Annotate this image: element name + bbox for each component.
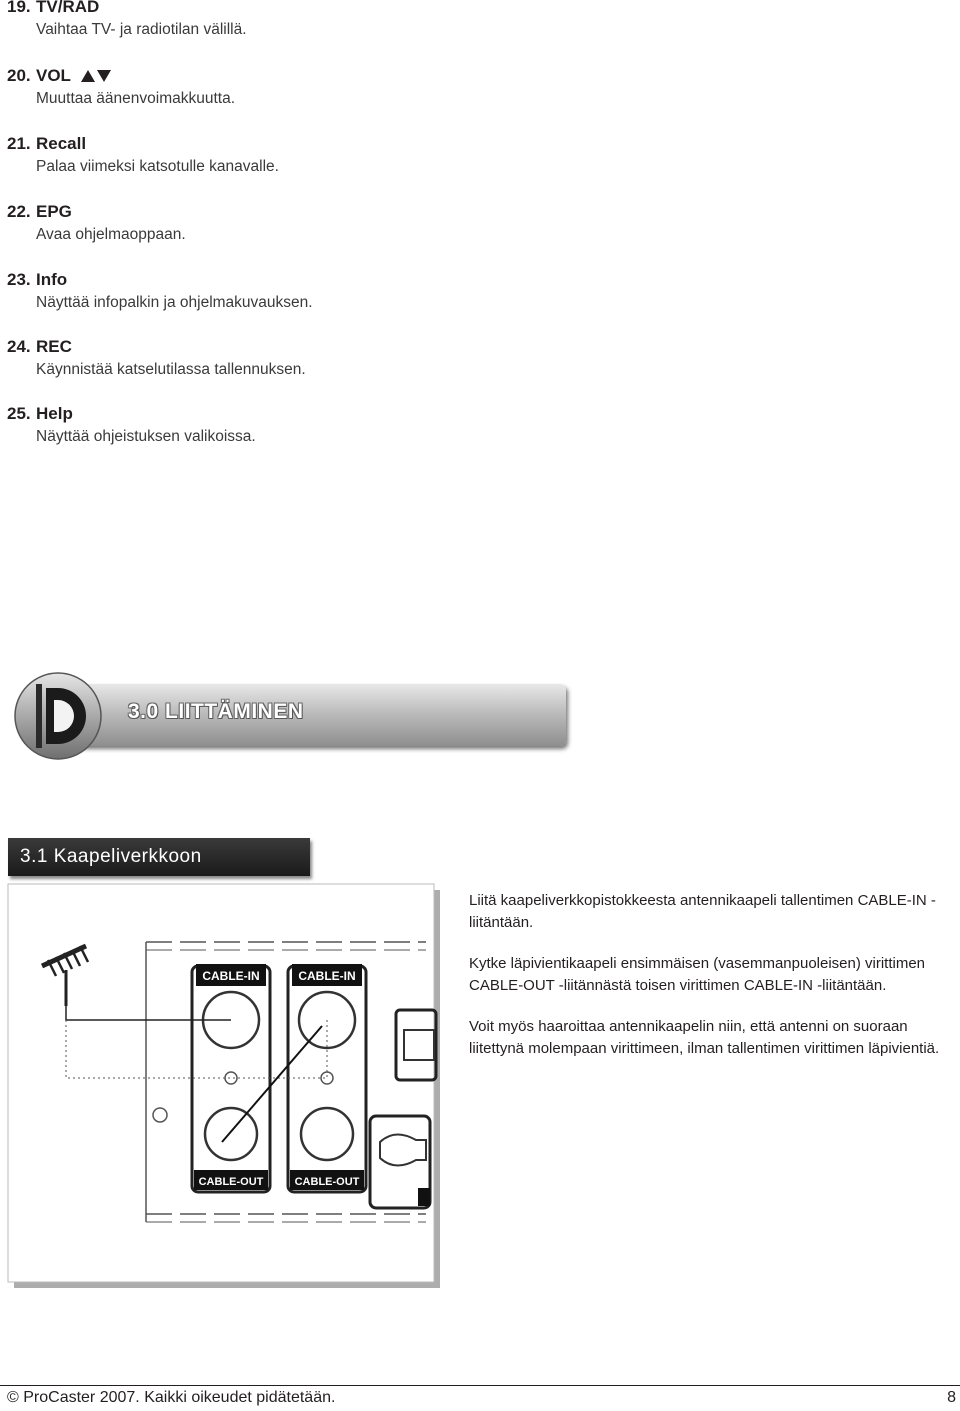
item-number: 24. [7, 337, 31, 356]
cable-in-label-2: CABLE-IN [298, 969, 356, 983]
item-description: Vaihtaa TV- ja radiotilan välillä. [36, 21, 247, 38]
list-item-info [7, 270, 313, 313]
cable-out-label-1: CABLE-OUT [198, 1176, 264, 1188]
item-number: 21. [7, 134, 31, 153]
subsection-title: 3.1 Kaapeliverkkoon [20, 846, 202, 867]
list-item-vol [7, 66, 235, 109]
item-description: Käynnistää katselutilassa tallennuksen. [36, 361, 306, 378]
item-label: TV/RAD [36, 0, 100, 16]
item-description: Palaa viimeksi katsotulle kanavalle. [36, 158, 279, 175]
item-number: 22. [7, 202, 31, 221]
item-label: Info [36, 270, 68, 289]
footer-divider [0, 1385, 960, 1386]
paragraph-loop-through: Kytke läpivientikaapeli ensimmäisen (vasemmanpuoleisen) virittimen CABLE-OUT -liitännästä toisen virittimen CABLE-IN -liitäntään. [469, 955, 926, 994]
section-banner [8, 670, 570, 762]
connection-diagram [0, 880, 450, 1300]
section-title: 3.0 LIITTÄMINEN [128, 700, 304, 723]
footer-copyright: © ProCaster 2007. Kaikki oikeudet pidätetään. [7, 1389, 336, 1406]
subsection-banner [8, 838, 310, 876]
page-number: 8 [947, 1389, 956, 1406]
list-item-recall [7, 134, 279, 177]
item-number: 25. [7, 404, 31, 423]
item-label: Help [36, 404, 73, 423]
list-item-help [7, 404, 256, 447]
item-label: EPG [36, 202, 72, 221]
list-item-tv-rad [7, 0, 247, 40]
list-item-epg [7, 202, 186, 245]
paragraph-connect: Liitä kaapeliverkkopistokkeesta antennikaapeli tallentimen CABLE-IN -liitäntään. [469, 892, 936, 931]
arrow-down-icon [97, 70, 111, 82]
item-label: VOL [36, 66, 71, 85]
item-description: Avaa ohjelmaoppaan. [36, 226, 186, 243]
item-number: 23. [7, 270, 31, 289]
item-label: REC [36, 337, 72, 356]
item-description: Näyttää ohjeistuksen valikoissa. [36, 428, 256, 445]
paragraph-split: Voit myös haaroittaa antennikaapelin niin, että antenni on suoraan liitettynä molempaan virittimeen, ilman tallentimen virittimen läpivientiä. [469, 1018, 940, 1057]
cable-in-label-1: CABLE-IN [202, 969, 260, 983]
item-description: Näyttää infopalkin ja ohjelmakuvauksen. [36, 294, 313, 311]
item-number: 19. [7, 0, 31, 16]
arrow-up-icon [81, 70, 95, 82]
item-label: Recall [36, 134, 87, 153]
procaster-logo-icon [8, 670, 118, 762]
cable-out-label-2: CABLE-OUT [294, 1176, 360, 1188]
list-item-rec [7, 337, 306, 380]
item-description: Muuttaa äänenvoimakkuutta. [36, 90, 236, 107]
item-number: 20. [7, 66, 31, 85]
